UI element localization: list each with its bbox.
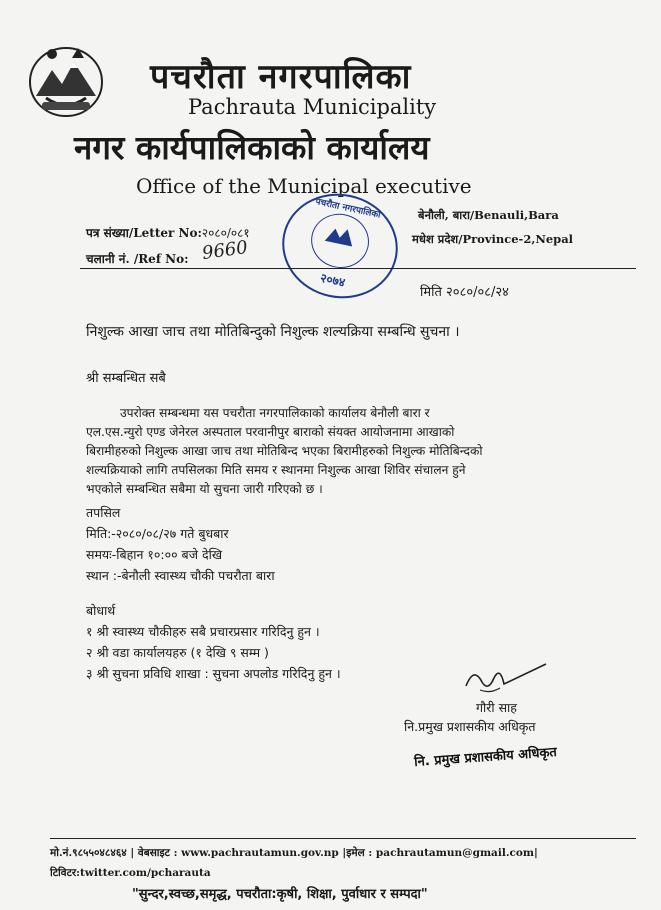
cc-heading: बोधार्थ <box>86 603 116 618</box>
body-line-5: भएकोले सम्बन्धित सबैमा यो सुचना जारी गरिएको छ । <box>86 482 323 496</box>
letter-number <box>86 224 250 241</box>
cc-block <box>86 600 341 684</box>
footer-slogan: "सुन्दर,स्वच्छ,समृद्ध, पचरौता:कृषी, शिक्षा, पुर्वाधार र सम्पदा" <box>132 887 428 902</box>
body-paragraph <box>86 404 576 499</box>
schedule-block <box>86 502 275 586</box>
schedule-place: स्थान :-बेनौली स्वास्थ्य चौकी पचरौता बारा <box>86 568 275 583</box>
ref-number <box>86 250 189 267</box>
office-seal <box>272 183 407 309</box>
nepal-emblem-icon <box>22 40 110 120</box>
letter-date: मिति २०८०/०८/२४ <box>420 285 509 300</box>
signatory-title: नि.प्रमुख प्रशासकीय अधिकृत <box>404 719 536 734</box>
schedule-date: मिति:-२०८०/०८/२७ गते बुधबार <box>86 526 229 541</box>
header-divider <box>80 268 636 269</box>
schedule-time: समयः-बिहान १०:०० बजे देखि <box>86 547 223 562</box>
signatory-name: गौरी साह <box>476 700 517 715</box>
municipality-name-english: Pachrauta Municipality <box>188 95 437 119</box>
letter-no-label: पत्र संख्या/Letter No: <box>86 226 202 240</box>
cc-item: १ श्री स्वास्थ्य चौकीहरु सबै प्रचारप्रसार गरिदिनु हुन । <box>86 624 320 639</box>
handwritten-signature-icon <box>460 656 550 698</box>
seal-text: पचरौता नगरपालिका <box>314 197 382 221</box>
footer-contact: मो.नं.९८५५०४८४६४ | वेबसाइट : www.pachrautamun.gov.np |इमेल : pachrautamun@gmail.com| <box>50 847 538 859</box>
municipality-name-nepali: पचरौता नगरपालिका <box>150 57 412 97</box>
body-line-1: उपरोक्त सम्बन्धमा यस पचरौता नगरपालिकाको कार्यालय बेनौली बारा र <box>120 406 430 420</box>
letterhead <box>0 0 661 290</box>
office-name-nepali: नगर कार्यपालिकाको कार्यालय <box>74 128 430 167</box>
ref-no-handwritten: 9660 <box>200 236 250 265</box>
body-line-4: शल्यक्रियाको लागि तपसिलका मिति समय र स्थानमा निशुल्क आखा शिविर संचालन हुने <box>86 463 466 477</box>
letter-no-value: २०८०/०८१ <box>201 226 250 240</box>
address-line-2: मधेश प्रदेश/Province-2,Nepal <box>412 232 574 246</box>
address-line-1: बेनौली, बारा/Benauli,Bara <box>418 208 559 222</box>
footer-divider <box>50 838 636 839</box>
office-name-english: Office of the Municipal executive <box>136 174 472 198</box>
cc-item: २ श्री वडा कार्यालयहरु (१ देखि ९ सम्म ) <box>86 645 269 660</box>
designation-stamp: नि. प्रमुख प्रशासकीय अधिकृत <box>413 745 558 770</box>
cc-item: ३ श्री सुचना प्रविधि शाखा : सुचना अपलोड गरिदिनु हुन । <box>86 666 341 681</box>
seal-year: २०७४ <box>319 270 347 290</box>
footer-twitter: टिविटर:twitter.com/pcharauta <box>50 867 211 879</box>
body-line-2: एल.एस.न्युरो एण्ड जेनेरल अस्पताल परवानीपुर बाराको संयक्त आयोजनामा आखाको <box>86 425 455 439</box>
body-line-3: बिरामीहरुको निशुल्क आखा जाच तथा मोतिबिन्द भएका बिरामीहरुको निशुल्क मोतिबिन्दको <box>86 444 483 458</box>
addressee: श्री सम्बन्धित सबै <box>86 371 166 386</box>
subject-line: निशुल्क आखा जाच तथा मोतिबिन्दुको निशुल्क शल्यक्रिया सम्बन्धि सुचना । <box>86 324 460 340</box>
schedule-heading: तपसिल <box>86 505 121 520</box>
ref-no-label: चलानी नं. /Ref No: <box>86 252 189 266</box>
